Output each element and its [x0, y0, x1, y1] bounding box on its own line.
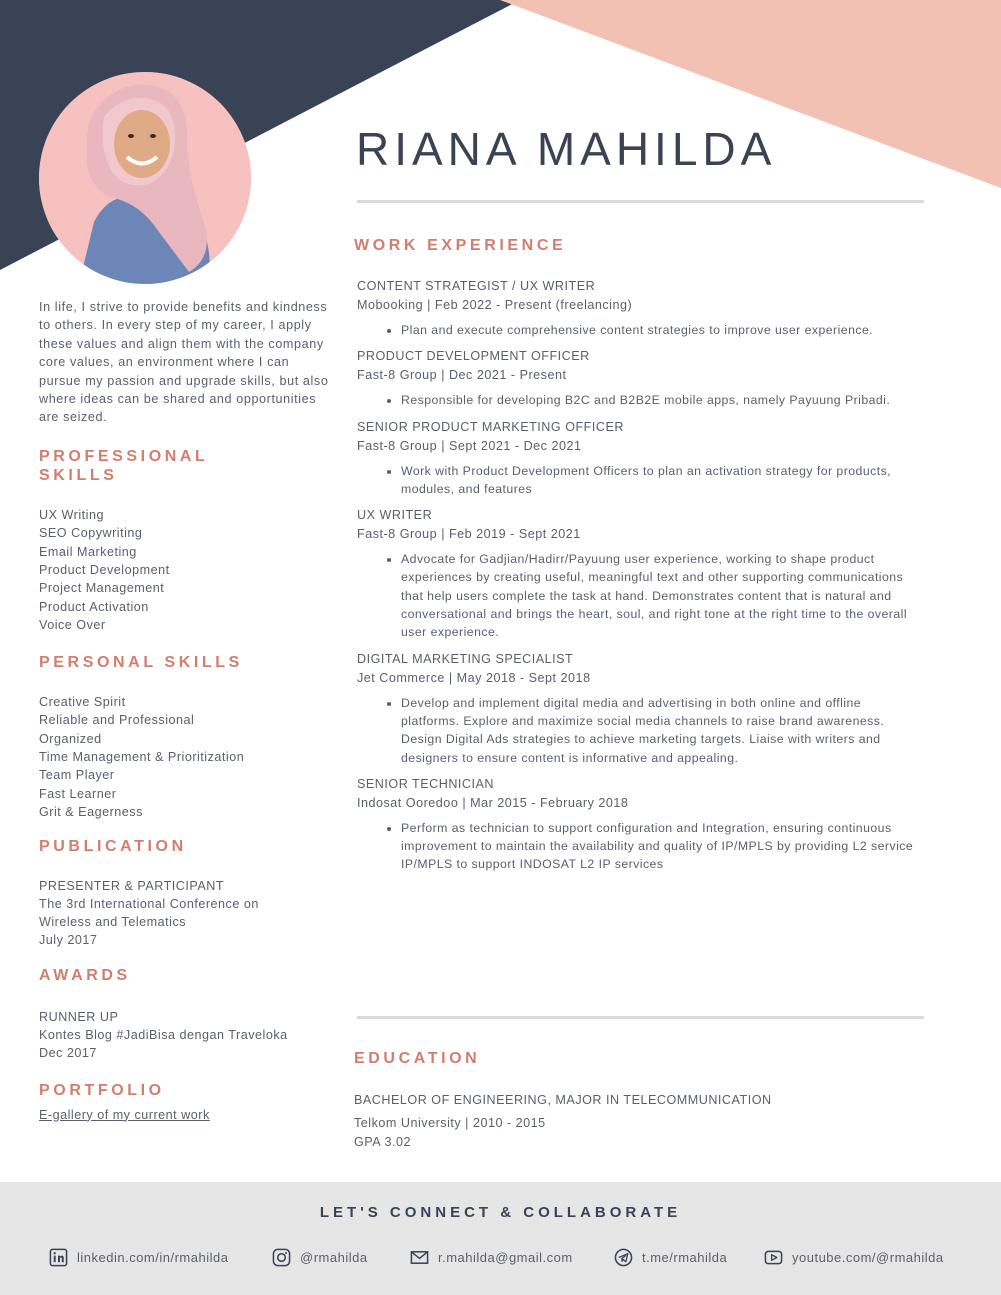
profile-photo — [39, 72, 251, 284]
list-item: Reliable and Professional — [39, 713, 195, 728]
education-degree: BACHELOR OF ENGINEERING, MAJOR IN TELECOMMUNICATION — [354, 1093, 772, 1107]
job-meta: Fast-8 Group | Dec 2021 - Present — [357, 368, 567, 383]
professional-skills-heading — [39, 447, 334, 485]
professional-skills-list — [39, 506, 334, 635]
contact-telegram[interactable] — [614, 1248, 727, 1267]
job-title: SENIOR PRODUCT MARKETING OFFICER — [357, 419, 624, 434]
education-section — [354, 1049, 914, 1152]
list-item: Product Activation — [39, 599, 149, 614]
publication-entry — [39, 877, 334, 949]
contact-youtube-text: youtube.com/@rmahilda — [792, 1250, 944, 1265]
job-title: CONTENT STRATEGIST / UX WRITER — [357, 279, 596, 293]
portfolio-link[interactable]: E-gallery of my current work — [39, 1107, 210, 1122]
list-item: Email Marketing — [39, 544, 137, 559]
candidate-name: RIANA MAHILDA — [356, 123, 777, 175]
job-entry — [357, 277, 917, 339]
job-meta: Indosat Ooredoo | Mar 2015 - February 2018 — [357, 795, 629, 810]
job-bullet: • Perform as technician to support configuration and Integration, ensuring continuous improvement to maintain the availability and quality of IP/MPLS by providing L2 service IP/MPLS to support INDOSAT L2 IP services — [401, 819, 917, 874]
publication-date: July 2017 — [39, 932, 98, 947]
mail-icon — [410, 1248, 429, 1267]
contact-instagram-text: @rmahilda — [300, 1250, 368, 1265]
job-entry — [357, 650, 917, 767]
intro-paragraph: In life, I strive to provide benefits and kindness to others. In every step of my career, I apply these values and align them with the company core values, an environment where I can pursue my passion and upgrade skills, but also where ideas can be shared and opportunities are seized. — [39, 300, 329, 425]
list-item: Project Management — [39, 581, 165, 596]
job-title: DIGITAL MARKETING SPECIALIST — [357, 651, 574, 666]
job-entry — [357, 775, 917, 874]
footer-title: LET'S CONNECT & COLLABORATE — [319, 1204, 682, 1221]
job-entry — [357, 347, 917, 409]
job-title: UX WRITER — [357, 508, 433, 523]
job-meta: Mobooking | Feb 2022 - Present (freelancing) — [357, 298, 633, 312]
personal-skills-list — [39, 693, 334, 822]
professional-skills-heading-line1: PROFESSIONAL — [39, 447, 209, 465]
list-item: Voice Over — [39, 618, 106, 633]
contact-email-text: r.mahilda@gmail.com — [438, 1250, 573, 1265]
publication-line1: The 3rd International Conference on — [39, 896, 259, 911]
youtube-icon — [764, 1248, 783, 1267]
publication-role: PRESENTER & PARTICIPANT — [39, 878, 225, 893]
education-school: Telkom University | 2010 - 2015 — [354, 1116, 546, 1130]
list-item: Team Player — [39, 768, 115, 783]
list-item: SEO Copywriting — [39, 526, 143, 541]
publication-heading: PUBLICATION — [39, 837, 187, 855]
instagram-icon — [272, 1248, 291, 1267]
education-gpa: GPA 3.02 — [354, 1135, 411, 1149]
footer-contact-bar — [0, 1182, 1001, 1295]
publication-line2: Wireless and Telematics — [39, 914, 187, 929]
contact-linkedin[interactable] — [49, 1248, 228, 1267]
portfolio-heading: PORTFOLIO — [39, 1081, 165, 1099]
list-item: UX Writing — [39, 507, 104, 522]
award-date: Dec 2017 — [39, 1045, 97, 1060]
contact-linkedin-text: linkedin.com/in/rmahilda — [77, 1250, 229, 1265]
job-meta: Jet Commerce | May 2018 - Sept 2018 — [357, 670, 591, 685]
linkedin-icon — [49, 1248, 68, 1267]
award-event: Kontes Blog #JadiBisa dengan Traveloka — [39, 1027, 288, 1042]
job-meta: Fast-8 Group | Sept 2021 - Dec 2021 — [357, 438, 582, 453]
job-bullet: • Advocate for Gadjian/Hadirr/Payuung user experience, working to shape product experiences by creating useful, meaningful text and other supporting communications that help users complete the task at hand. Demonstrates content that is natural and conversational and brings the heart, soul, and right tone at the right time to the overall user experience. — [401, 550, 917, 641]
list-item: Fast Learner — [39, 786, 117, 801]
job-title: PRODUCT DEVELOPMENT OFFICER — [357, 349, 590, 364]
telegram-icon — [614, 1248, 633, 1267]
job-entry — [357, 418, 917, 499]
contact-youtube[interactable] — [764, 1248, 944, 1267]
list-item: Grit & Eagerness — [39, 805, 143, 820]
job-bullet: • Plan and execute comprehensive content strategies to improve user experience. — [401, 321, 917, 339]
contact-telegram-text: t.me/rmahilda — [642, 1250, 728, 1265]
job-meta: Fast-8 Group | Feb 2019 - Sept 2021 — [357, 527, 581, 542]
job-bullet: • Responsible for developing B2C and B2B2E mobile apps, namely Payuung Pribadi. — [401, 391, 917, 409]
awards-heading: AWARDS — [39, 966, 131, 984]
education-heading: EDUCATION — [354, 1050, 481, 1067]
awards-entry — [39, 1008, 334, 1062]
work-divider — [357, 1016, 924, 1019]
job-entry — [357, 506, 917, 641]
job-title: SENIOR TECHNICIAN — [357, 776, 495, 791]
personal-skills-heading: PERSONAL SKILLS — [39, 653, 243, 671]
award-role: RUNNER UP — [39, 1009, 119, 1024]
list-item: Organized — [39, 731, 102, 746]
list-item: Creative Spirit — [39, 694, 126, 709]
name-divider — [357, 200, 924, 203]
work-experience-section — [354, 236, 917, 882]
list-item: Time Management & Prioritization — [39, 749, 245, 764]
professional-skills-heading-line2: SKILLS — [39, 466, 118, 484]
job-bullet: • Work with Product Development Officers to plan an activation strategy for products, modules, and features — [401, 462, 917, 499]
list-item: Product Development — [39, 563, 170, 578]
work-experience-heading: WORK EXPERIENCE — [354, 237, 567, 254]
left-column — [39, 298, 334, 1124]
job-bullet: • Develop and implement digital media and advertising in both online and offline platforms. Explore and maximize social media channels to raise brand awareness. Design Digital Ads strategies to achieve marketing targets. Liaise with writers and designers to ensure content is informative and appealing. — [401, 694, 917, 767]
contact-email[interactable] — [410, 1248, 573, 1267]
contact-instagram[interactable] — [272, 1248, 368, 1267]
